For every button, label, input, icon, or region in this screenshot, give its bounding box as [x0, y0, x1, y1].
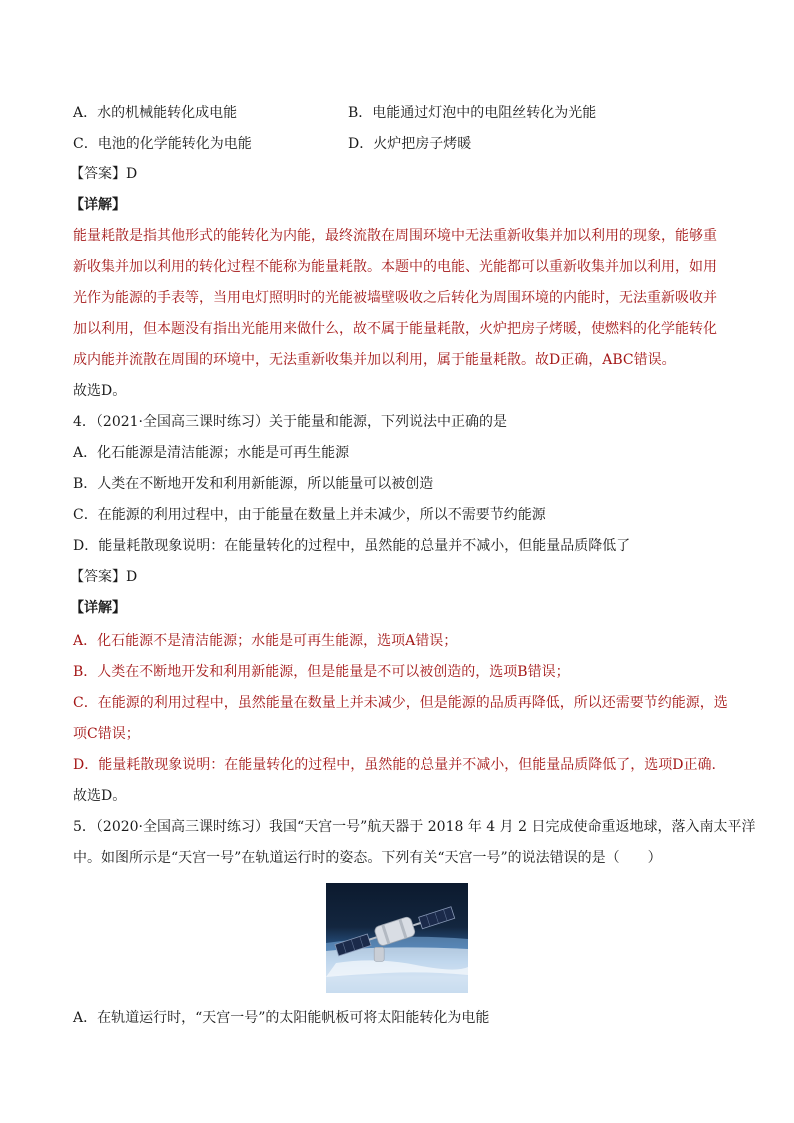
q4-option-b: B．人类在不断地开发和利用新能源，所以能量可以被创造 [73, 476, 434, 492]
q4-answer: 【答案】D [70, 569, 138, 585]
q4-detail-line: B．人类在不断地开发和利用新能源，但是能量是不可以被创造的，选项B错误； [73, 664, 570, 680]
q5-stem-line1: 5．（2020·全国高三课时练习）我国“天宫一号”航天器于 2018 年 4 月 2 日完成使命重返地球，落入南太平洋 [73, 819, 756, 835]
q3-conclusion: 故选D。 [73, 383, 127, 399]
q4-detail-line: D．能量耗散现象说明：在能量转化的过程中，虽然能的总量并不减小，但能量品质降低了，选项D正确. [73, 757, 716, 773]
q3-option-a: A．水的机械能转化成电能 [73, 105, 238, 121]
q3-detail-label: 【详解】 [70, 197, 126, 213]
q3-detail-line: 加以利用，但本题没有指出光能用来做什么，故不属于能量耗散，火炉把房子烤暖，使燃料的化学能转化 [73, 321, 717, 337]
q4-detail-line: 项C错误； [73, 726, 140, 742]
q3-option-d: D．火炉把房子烤暖 [348, 136, 472, 152]
q3-option-c: C．电池的化学能转化为电能 [73, 136, 252, 152]
q3-option-b: B．电能通过灯泡中的电阻丝转化为光能 [348, 105, 597, 121]
tiangong-photo [326, 883, 468, 993]
q5-option-a: A．在轨道运行时，“天宫一号”的太阳能帆板可将太阳能转化为电能 [73, 1010, 490, 1026]
q3-detail-line: 成内能并流散在周围的环境中，无法重新收集并加以利用，属于能量耗散。故D正确，ABC错误。 [73, 352, 676, 368]
q4-detail-line: A．化石能源不是清洁能源；水能是可再生能源，选项A错误； [73, 633, 458, 649]
q3-detail-line: 能量耗散是指其他形式的能转化为内能，最终流散在周围环境中无法重新收集并加以利用的现象，能够重 [73, 228, 717, 244]
q4-option-c: C．在能源的利用过程中，由于能量在数量上并未减少，所以不需要节约能源 [73, 507, 546, 523]
q3-detail-line: 光作为能源的手表等，当用电灯照明时的光能被墙壁吸收之后转化为周围环境的内能时，无法重新吸收并 [73, 290, 717, 306]
q3-detail-line: 新收集并加以利用的转化过程不能称为能量耗散。本题中的电能、光能都可以重新收集并加以利用，如用 [73, 259, 717, 275]
q4-detail-line: C．在能源的利用过程中，虽然能量在数量上并未减少，但是能源的品质再降低，所以还需要节约能源，选 [73, 695, 728, 711]
q3-answer: 【答案】D [70, 166, 138, 182]
q4-option-d: D．能量耗散现象说明：在能量转化的过程中，虽然能的总量并不减小，但能量品质降低了 [73, 538, 631, 554]
q4-detail-label: 【详解】 [70, 600, 126, 616]
q4-conclusion: 故选D。 [73, 788, 127, 804]
q4-option-a: A．化石能源是清洁能源；水能是可再生能源 [73, 445, 350, 461]
q5-stem-line2: 中。如图所示是“天宫一号”在轨道运行时的姿态。下列有关“天宫一号”的说法错误的是（ ） [73, 850, 662, 866]
q4-stem: 4．（2021·全国高三课时练习）关于能量和能源，下列说法中正确的是 [73, 414, 507, 430]
